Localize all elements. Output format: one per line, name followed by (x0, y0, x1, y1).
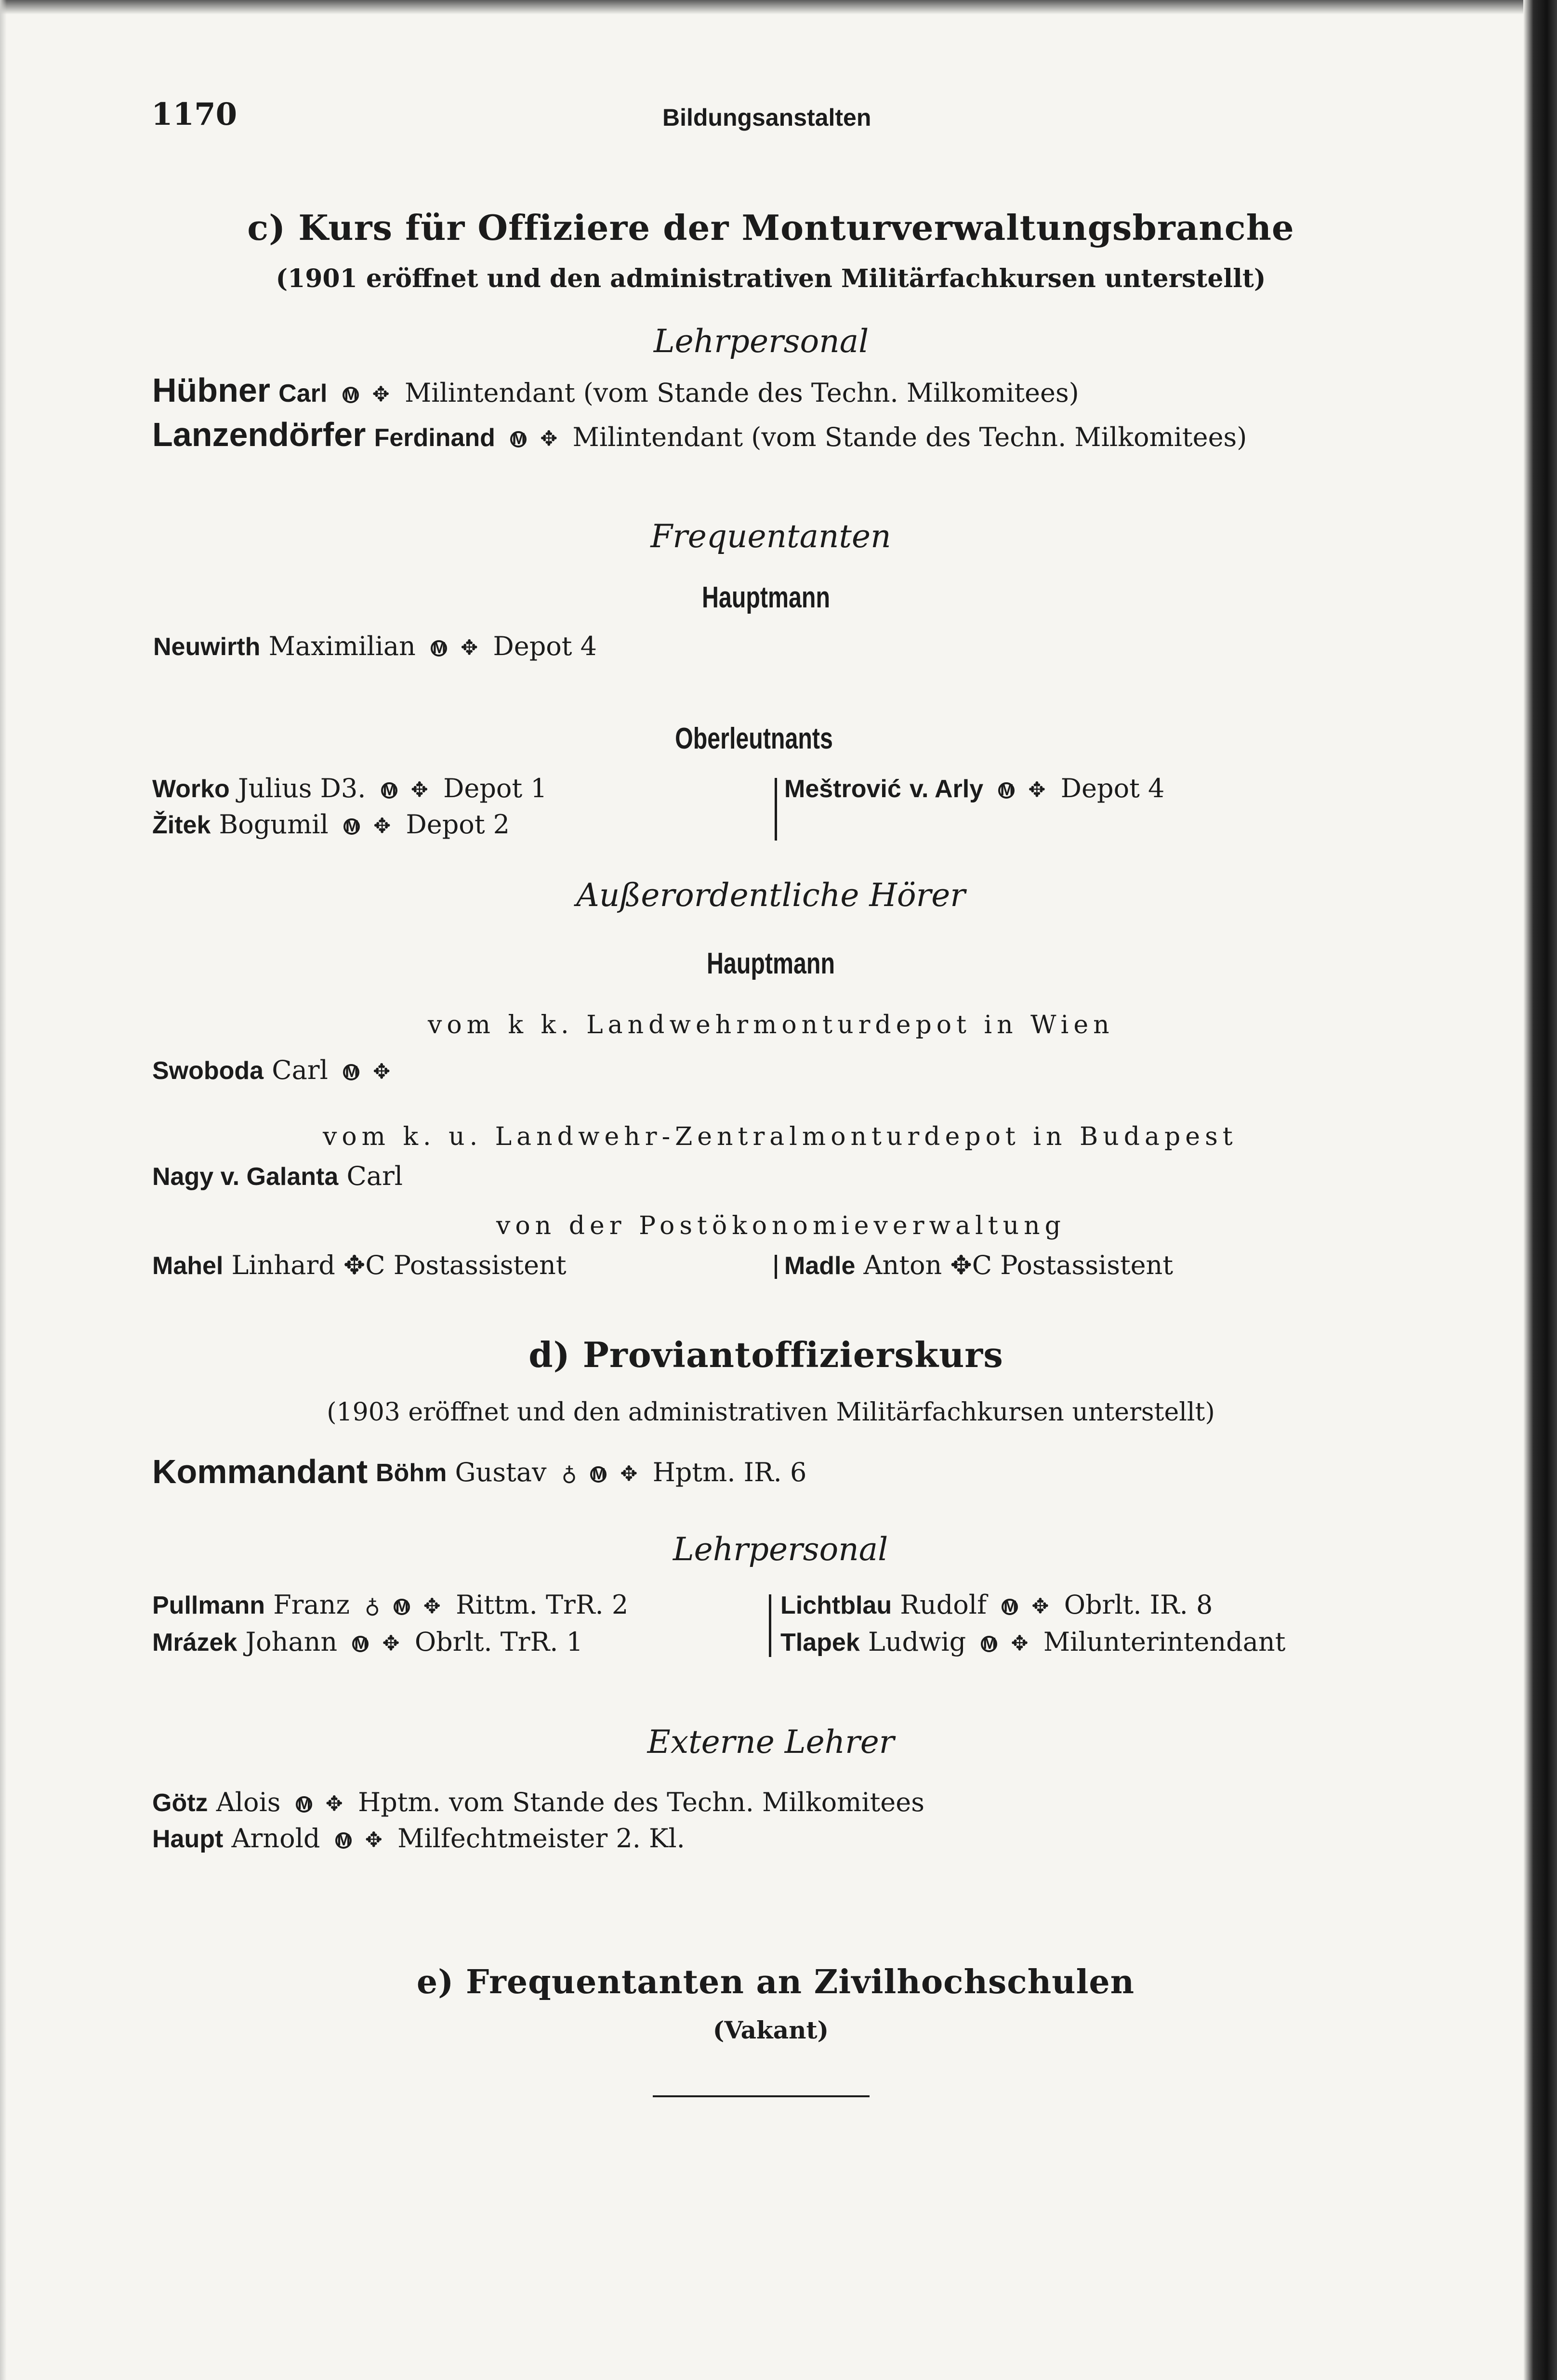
person-surname: Haupt (152, 1825, 224, 1853)
lehrer-given: Ferdinand (374, 424, 495, 452)
ao-person-entry (152, 1161, 403, 1191)
person-mark: ✥C (950, 1250, 992, 1280)
medal-icon: M (352, 1636, 369, 1652)
cross-icon: ✥ (1031, 1594, 1049, 1618)
person-surname: Götz (152, 1789, 208, 1817)
column-divider (775, 778, 777, 841)
section-c-subtitle: (1901 eröffnet und den administrativen Militärfachkursen unterstellt) (276, 264, 1266, 293)
ao-hauptmann-heading: Hauptmann (707, 947, 835, 980)
medal-icon: M (381, 782, 397, 799)
externe-entry (152, 1787, 924, 1817)
scan-edge-right (1523, 0, 1557, 2380)
cross-icon: ✥ (1028, 778, 1046, 802)
kommandant-entry (376, 1457, 806, 1487)
oberleutnant-entry (784, 773, 1164, 803)
medal-icon: M (343, 1064, 359, 1080)
running-title: Bildungsanstalten (662, 104, 871, 131)
lehrpersonal-heading: Lehrpersonal (653, 323, 869, 360)
cross-icon: ✥ (325, 1792, 343, 1816)
hauptmann-entry (153, 631, 597, 661)
closing-rule (653, 2095, 870, 2097)
person-role: Postassistent (1000, 1250, 1174, 1280)
medal-icon: M (981, 1636, 997, 1652)
medal-icon: M (998, 782, 1015, 799)
medal-icon: M (343, 818, 360, 835)
cross-icon: ✥ (620, 1462, 638, 1486)
person-given: Rudolf (900, 1590, 987, 1620)
person-given: Linhard (231, 1250, 335, 1280)
cross-icon: ✥ (461, 636, 478, 660)
medal-icon: M (296, 1796, 312, 1813)
cross-icon: ✥ (365, 1828, 383, 1852)
lehrer-role: Milintendant (vom Stande des Techn. Milkomitees) (572, 422, 1247, 452)
post-entry (784, 1250, 1173, 1280)
cross-icon: ✥ (373, 1060, 391, 1084)
person-given: Maximilian (268, 631, 416, 661)
post-entry (152, 1250, 567, 1280)
person-surname: Pullmann (152, 1591, 265, 1619)
section-e-title: e) Frequentanten an Zivilhochschulen (416, 1963, 1135, 2001)
section-e-note: (Vakant) (713, 2016, 829, 2044)
cross-icon: ✥ (423, 1594, 441, 1618)
lehrer-entry (780, 1627, 1285, 1657)
lehrer-entry (152, 1627, 583, 1657)
depot-line-wien: vom k k. Landwehrmonturdepot in Wien (428, 1011, 1114, 1039)
medal-icon: M (431, 640, 447, 657)
medal-icon: M (590, 1466, 607, 1483)
person-given: Carl (346, 1161, 403, 1191)
person-surname: Mahel (152, 1252, 224, 1280)
cross-icon: ✥ (540, 427, 558, 451)
lehrer-entry (152, 1590, 628, 1620)
scan-edge-top (0, 0, 1557, 14)
column-divider (769, 1594, 771, 1657)
person-given: v. Arly (909, 775, 984, 803)
lehrer-surname: Lanzendörfer (152, 416, 366, 453)
person-role: Rittm. TrR. 2 (456, 1590, 629, 1620)
person-given: Anton (863, 1250, 942, 1280)
person-given: Ludwig (868, 1627, 966, 1657)
post-line: von der Postökonomieverwaltung (496, 1211, 1066, 1240)
lehrer-role: Milintendant (vom Stande des Techn. Milkomitees) (404, 378, 1079, 408)
cross-icon: ✥ (1011, 1631, 1029, 1656)
person-surname: Nagy v. Galanta (152, 1163, 339, 1191)
person-role: Postassistent (393, 1250, 567, 1280)
person-role: Hptm. vom Stande des Techn. Milkomitees (358, 1787, 924, 1817)
person-role: Depot 1 (443, 773, 547, 803)
person-given: Franz (273, 1590, 350, 1620)
person-role: Milunterintendant (1043, 1627, 1286, 1657)
lehrer-entry (152, 415, 1247, 454)
person-role: Hptm. IR. 6 (652, 1457, 807, 1487)
person-surname: Lichtblau (780, 1591, 892, 1619)
cross-icon: ✥ (382, 1631, 400, 1656)
person-role: Depot 4 (1060, 773, 1165, 803)
person-role: Milfechtmeister 2. Kl. (397, 1823, 685, 1854)
ring-icon: ♁ (365, 1594, 380, 1618)
ao-person-entry (152, 1055, 397, 1085)
person-surname: Madle (784, 1252, 856, 1280)
person-surname: Worko (152, 775, 230, 803)
person-given: Bogumil (219, 809, 329, 840)
person-extra: D3. (320, 773, 366, 803)
person-surname: Tlapek (780, 1629, 860, 1657)
person-given: Johann (245, 1627, 338, 1657)
medal-icon: M (335, 1832, 352, 1849)
person-given: Gustav (455, 1457, 547, 1487)
cross-icon: ✥ (373, 814, 391, 838)
scan-edge-left (0, 0, 7, 2380)
person-mark: ✥C (343, 1250, 385, 1280)
person-given: Carl (272, 1055, 328, 1085)
medal-icon: M (343, 387, 359, 403)
person-role: Depot 4 (493, 631, 597, 661)
section-c-title: c) Kurs für Offiziere der Monturverwaltungsbranche (247, 207, 1294, 248)
person-surname: Swoboda (152, 1057, 264, 1085)
person-surname: Žitek (152, 811, 211, 839)
person-surname: Neuwirth (153, 633, 261, 661)
hauptmann-heading: Hauptmann (702, 581, 830, 614)
frequentanten-heading: Frequentanten (650, 518, 891, 555)
externe-entry (152, 1823, 685, 1854)
kommandant-label: Kommandant (152, 1453, 368, 1490)
oberleutnant-entry (152, 773, 547, 803)
cross-icon: ✥ (372, 382, 390, 407)
medal-icon: M (510, 431, 527, 447)
medal-icon: M (1002, 1599, 1018, 1615)
depot-line-budapest: vom k. u. Landwehr-Zentralmonturdepot in Budapest (323, 1122, 1238, 1151)
person-given: Julius (238, 773, 312, 803)
person-surname: Meštrović (784, 775, 901, 803)
cross-icon: ✥ (410, 778, 428, 802)
person-surname: Böhm (376, 1459, 447, 1487)
person-role: Obrlt. TrR. 1 (414, 1627, 583, 1657)
oberleutnants-heading: Oberleutnants (675, 722, 833, 755)
section-d-title: d) Proviantoffizierskurs (528, 1334, 1003, 1375)
lehrer-surname: Hübner (152, 371, 270, 409)
oberleutnant-entry (152, 809, 510, 840)
person-surname: Mrázek (152, 1629, 238, 1657)
externe-heading: Externe Lehrer (647, 1723, 895, 1761)
person-role: Obrlt. IR. 8 (1064, 1590, 1213, 1620)
page-number: 1170 (151, 96, 238, 132)
lehrer-entry (152, 371, 1079, 409)
medal-icon: M (394, 1599, 410, 1615)
ausserordentliche-heading: Außerordentliche Hörer (576, 877, 965, 914)
column-divider (775, 1255, 777, 1279)
lehrer-given: Carl (278, 380, 328, 408)
lehrpersonal-heading: Lehrpersonal (673, 1531, 888, 1568)
lehrer-entry (780, 1590, 1213, 1620)
person-given: Alois (216, 1787, 281, 1817)
person-role: Depot 2 (406, 809, 510, 840)
person-given: Arnold (231, 1823, 320, 1854)
section-d-subtitle: (1903 eröffnet und den administrativen Militärfachkursen unterstellt) (327, 1398, 1215, 1427)
ring-icon: ♁ (561, 1462, 577, 1486)
